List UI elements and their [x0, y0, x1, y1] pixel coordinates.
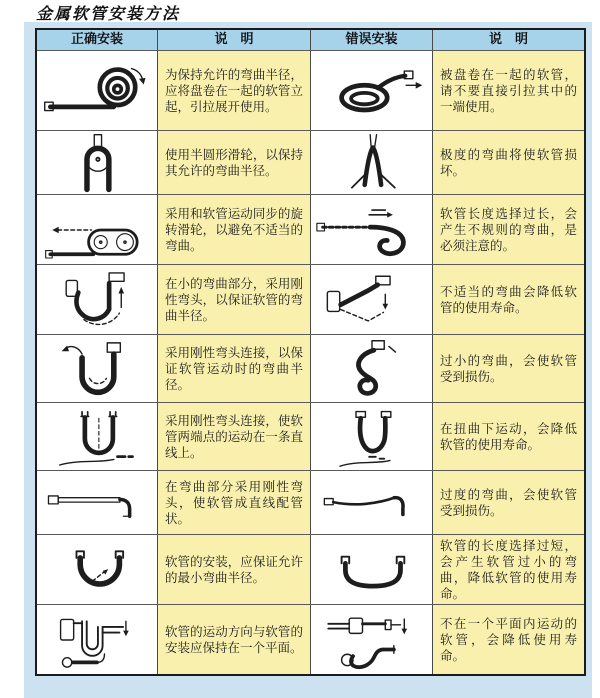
wrong-desc-text: 不适当的弯曲会降低软管的使用寿命。 [440, 283, 577, 315]
correct-desc-cell [157, 535, 310, 604]
correct-fig-endpoints-aligned-illustration [41, 405, 153, 469]
wrong-fig-sharp-bend-illustration [315, 132, 429, 194]
correct-desc-cell [157, 605, 310, 674]
wrong-illustration-cell [310, 605, 432, 674]
table-row [37, 334, 584, 402]
table-row [37, 402, 584, 470]
wrong-desc-text: 极度的弯曲将使软管损坏。 [440, 146, 577, 178]
correct-desc-text: 采用和软管运动同步的旋转滑轮，以避免不适当的弯曲。 [165, 205, 303, 253]
wrong-desc-cell [432, 335, 584, 402]
correct-illustration-cell [37, 131, 157, 194]
wrong-fig-coil-pulled-illustration [315, 58, 429, 124]
table-row [37, 264, 584, 334]
installation-table [35, 28, 586, 676]
wrong-desc-text: 软管长度选择过长，会产生不规则的弯曲，是必须注意的。 [440, 205, 577, 253]
header-wrong-install: 错误安装 [310, 30, 432, 50]
correct-fig-u-bend-illustration [41, 337, 153, 401]
correct-fig-one-plane-illustration [41, 607, 153, 673]
table-row [37, 130, 584, 194]
correct-fig-min-radius-u-illustration [41, 537, 153, 603]
table-row [37, 604, 584, 674]
table-row [37, 470, 584, 534]
table-header-row [37, 30, 584, 50]
wrong-desc-text: 在扭曲下运动，会降低软管的使用寿命。 [440, 420, 577, 452]
wrong-illustration-cell [310, 195, 432, 264]
page-title: 金属软管安装方法 [36, 4, 181, 23]
correct-desc-cell [157, 403, 310, 470]
correct-illustration-cell [37, 51, 157, 130]
header-correct-install: 正确安装 [37, 30, 157, 50]
correct-fig-rigid-elbow-small-bend-illustration [41, 267, 153, 333]
correct-illustration-cell [37, 195, 157, 264]
wrong-desc-text: 过小的弯曲，会使软管受到损伤。 [440, 352, 577, 384]
correct-illustration-cell [37, 403, 157, 470]
wrong-fig-too-long-illustration [315, 197, 429, 263]
wrong-fig-out-of-plane-illustration [315, 607, 429, 673]
wrong-desc-cell [432, 265, 584, 334]
correct-desc-text: 在小的弯曲部分，采用刚性弯头，以保证软管的弯曲半径。 [165, 275, 303, 323]
correct-desc-cell [157, 131, 310, 194]
wrong-fig-small-loop-illustration [315, 337, 429, 401]
correct-desc-cell [157, 471, 310, 534]
correct-desc-cell [157, 51, 310, 130]
wrong-desc-cell [432, 51, 584, 130]
header-description-1: 说 明 [157, 30, 310, 50]
correct-fig-pulley-illustration [41, 132, 153, 194]
correct-desc-text: 为保持允许的弯曲半径，应将盘卷在一起的软管立起，引拉展开使用。 [165, 66, 303, 114]
correct-desc-text: 采用刚性弯头连接，使软管两端点的运动在一条直线上。 [165, 412, 303, 460]
wrong-fig-too-short-illustration [315, 537, 429, 603]
wrong-desc-cell [432, 131, 584, 194]
wrong-illustration-cell [310, 471, 432, 534]
wrong-fig-angular-bend-illustration [315, 267, 429, 333]
correct-desc-text: 采用刚性弯头连接，以保证软管运动时的弯曲半径。 [165, 344, 303, 392]
table-row [37, 534, 584, 604]
correct-desc-text: 使用半圆形滑轮，以保持其允许的弯曲半径。 [165, 146, 303, 178]
correct-illustration-cell [37, 605, 157, 674]
correct-fig-rotating-pulleys-illustration [41, 197, 153, 263]
header-description-2: 说 明 [432, 30, 584, 50]
correct-desc-cell [157, 265, 310, 334]
correct-desc-text: 软管的运动方向与软管的安装应保持在一个平面。 [165, 623, 303, 655]
wrong-illustration-cell [310, 403, 432, 470]
correct-desc-text: 在弯曲部分采用刚性弯头，使软管成直线配管状。 [165, 478, 303, 526]
wrong-fig-twisted-u-illustration [315, 405, 429, 469]
wrong-illustration-cell [310, 535, 432, 604]
correct-illustration-cell [37, 471, 157, 534]
wrong-desc-text: 不在一个平面内运动的软管，会降低使用寿命。 [440, 615, 577, 663]
wrong-desc-cell [432, 605, 584, 674]
table-row [37, 194, 584, 264]
correct-illustration-cell [37, 265, 157, 334]
wrong-desc-cell [432, 195, 584, 264]
correct-illustration-cell [37, 335, 157, 402]
wrong-illustration-cell [310, 335, 432, 402]
table-row [37, 50, 584, 130]
wrong-illustration-cell [310, 265, 432, 334]
correct-illustration-cell [37, 535, 157, 604]
correct-desc-text: 软管的安装，应保证允许的最小弯曲半径。 [165, 553, 303, 585]
wrong-desc-text: 过度的弯曲，会使软管受到损伤。 [440, 486, 577, 518]
correct-desc-cell [157, 195, 310, 264]
wrong-desc-text: 被盘卷在一起的软管，请不要直接引拉其中的一端使用。 [440, 66, 577, 114]
correct-fig-straight-run-illustration [41, 473, 153, 533]
wrong-desc-text: 软管的长度选择过短，会产生软管过小的弯曲，降低软管的使用寿命。 [440, 537, 577, 601]
correct-fig-coil-unrolled-illustration [41, 58, 153, 124]
wrong-desc-cell [432, 403, 584, 470]
wrong-illustration-cell [310, 131, 432, 194]
wrong-illustration-cell [310, 51, 432, 130]
wrong-desc-cell [432, 535, 584, 604]
wrong-fig-over-bent-run-illustration [315, 473, 429, 533]
correct-desc-cell [157, 335, 310, 402]
wrong-desc-cell [432, 471, 584, 534]
